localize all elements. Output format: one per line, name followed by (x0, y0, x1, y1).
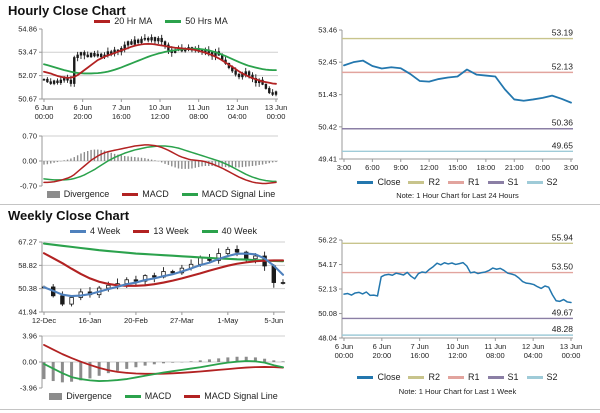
x-tick-label: 7 Jun (112, 103, 131, 112)
close-line (344, 263, 571, 303)
legend-item (202, 226, 257, 236)
legend-item (125, 391, 172, 401)
x-tick-label: 21:00 (504, 163, 524, 172)
y-tick-label: -3.96 (19, 383, 37, 393)
legend-item (133, 226, 188, 236)
legend-line-swatch (448, 376, 464, 379)
level-label-r1: 52.13 (551, 61, 573, 72)
divergence-bar (144, 158, 145, 161)
divergence-bar (107, 362, 110, 373)
candle-body (248, 72, 250, 75)
candle-body (127, 42, 129, 45)
close-line (344, 61, 571, 103)
y-tick-label: 48.04 (318, 333, 337, 343)
x-tick-label: 13 Jun (559, 342, 583, 351)
hourly-price-legend (42, 16, 280, 26)
divergence-bar (121, 155, 122, 161)
candle-body (87, 55, 89, 57)
divergence-bar (87, 151, 88, 161)
macd-signal-line (44, 146, 276, 181)
legend-line-swatch (133, 230, 149, 233)
legend-label: MACD (142, 189, 169, 199)
x-tick-label: 10 Jun (148, 103, 172, 112)
legend-item (47, 189, 110, 199)
candle-body (90, 53, 92, 56)
candle-body (164, 42, 166, 45)
legend-item (122, 189, 169, 199)
divergence-bar (188, 161, 189, 169)
level-label-r2: 55.94 (551, 232, 573, 243)
divergence-bar (208, 359, 211, 362)
divergence-bar (228, 161, 229, 167)
legend-item (49, 391, 112, 401)
divergence-bar (248, 161, 249, 166)
bottom-divider (0, 409, 600, 410)
divergence-bar (53, 161, 54, 163)
divergence-bar (151, 160, 152, 161)
y-tick-label: 0.70 (22, 131, 37, 141)
weekly-macd-legend (42, 391, 285, 401)
candle-body (158, 38, 160, 41)
divergence-bar (127, 156, 128, 161)
divergence-bar (47, 161, 48, 164)
x-tick-label: 3:00 (563, 163, 579, 172)
y-tick-label: 67.27 (18, 237, 37, 247)
candle-body (147, 38, 149, 40)
candle-body (171, 271, 175, 272)
divergence-bar (70, 159, 71, 162)
divergence-bar (131, 157, 132, 161)
weekly-sr-legend (342, 372, 573, 382)
x-tick-label: 6:00 (365, 163, 380, 172)
divergence-bar (263, 359, 266, 362)
legend-line-swatch (488, 181, 504, 184)
candle-body (70, 297, 74, 304)
legend-line-swatch (357, 376, 373, 379)
hourly-macd-legend (42, 189, 280, 199)
y-tick-label: 41.94 (18, 307, 37, 317)
divergence-bar (43, 161, 44, 165)
x-tick-label: 16:00 (410, 351, 430, 360)
candle-body (50, 82, 52, 84)
divergence-bar (148, 159, 149, 161)
divergence-bar (168, 161, 169, 165)
x-tick-label: 6 Jun (372, 342, 392, 351)
candle-body (144, 38, 146, 39)
y-tick-label: 0.00 (22, 357, 37, 367)
legend-label: MACD Signal Line (204, 391, 278, 401)
level-label-s1: 50.36 (551, 117, 573, 128)
legend-item (448, 372, 480, 382)
candle-body (124, 45, 126, 48)
candle-body (100, 54, 102, 57)
x-tick-label: 12 Jun (521, 342, 545, 351)
candle-body (137, 40, 139, 43)
candle-body (134, 280, 138, 281)
legend-item (527, 372, 558, 382)
legend-label: S1 (507, 372, 519, 382)
legend-label: Close (377, 372, 401, 382)
x-tick-label: 18:00 (476, 163, 496, 172)
x-tick-label: 00:00 (334, 351, 354, 360)
y-tick-label: 49.41 (318, 154, 337, 164)
y-tick-label: 50.38 (18, 284, 37, 294)
legend-label: R2 (428, 372, 440, 382)
candle-body (272, 266, 276, 283)
legend-label: S1 (507, 177, 519, 187)
y-tick-label: 54.17 (318, 260, 337, 270)
level-label-s2: 49.65 (551, 140, 573, 151)
divergence-bar (134, 362, 137, 367)
divergence-bar (164, 161, 165, 164)
x-tick-label: 11 Jun (187, 103, 210, 112)
divergence-bar (100, 150, 101, 161)
x-tick-label: 04:00 (227, 112, 247, 121)
divergence-bar (238, 161, 239, 167)
divergence-bar (178, 161, 179, 169)
legend-line-swatch (408, 181, 424, 184)
divergence-bar (174, 161, 175, 167)
legend-label: Divergence (66, 391, 112, 401)
candle-body (154, 38, 156, 41)
legend-item (184, 391, 278, 401)
candle-body (73, 58, 75, 84)
divergence-bar (154, 160, 155, 161)
divergence-bar (116, 362, 119, 371)
candle-body (97, 54, 99, 56)
level-label-s2: 48.28 (551, 324, 573, 335)
divergence-bar (252, 161, 253, 166)
x-tick-label: 16-Jan (78, 316, 102, 325)
candle-body (61, 296, 65, 304)
legend-line-swatch (408, 376, 424, 379)
legend-item (94, 16, 152, 26)
x-tick-label: 6 Jun (334, 342, 354, 351)
divergence-bar (258, 161, 259, 165)
y-tick-label: -0.70 (19, 181, 37, 191)
candle-body (226, 249, 230, 253)
divergence-bar (137, 157, 138, 161)
divergence-bar (195, 161, 196, 168)
divergence-bar (162, 362, 165, 363)
y-tick-label: 52.13 (318, 284, 337, 294)
x-tick-label: 12:00 (448, 351, 467, 360)
candle-body (198, 258, 202, 265)
divergence-bar (63, 160, 64, 161)
legend-label: 40 Week (221, 226, 258, 236)
divergence-bar (245, 161, 246, 167)
legend-line-swatch (527, 376, 543, 379)
candle-body (53, 81, 55, 84)
legend-line-swatch (357, 181, 373, 184)
divergence-bar (272, 161, 273, 162)
divergence-bar (171, 362, 174, 363)
x-tick-label: 00:00 (266, 112, 286, 121)
candle-body (107, 285, 111, 288)
candle-body (151, 38, 153, 41)
level-label-r2: 53.19 (551, 27, 573, 38)
divergence-bar (269, 161, 270, 163)
divergence-bar (217, 358, 220, 362)
y-tick-label: 52.07 (18, 71, 37, 81)
legend-label: R2 (428, 177, 440, 187)
divergence-bar (282, 361, 285, 362)
divergence-bar (84, 152, 85, 161)
legend-item (488, 177, 519, 187)
legend-line-swatch (202, 230, 218, 233)
x-tick-label: 11 Jun (484, 342, 507, 351)
candle-body (268, 88, 270, 92)
legend-item (357, 372, 400, 382)
x-tick-label: 0:00 (535, 163, 550, 172)
x-tick-label: 12-Dec (31, 316, 57, 325)
legend-item (70, 226, 120, 236)
level-label-r1: 53.50 (551, 261, 573, 272)
x-tick-label: 12 Jun (226, 103, 249, 112)
x-tick-label: 12:00 (150, 112, 170, 121)
candle-body (141, 39, 143, 42)
legend-item (448, 177, 480, 187)
divergence-bar (185, 161, 186, 169)
divergence-bar (171, 161, 172, 166)
divergence-bar (181, 161, 182, 169)
legend-item (408, 177, 440, 187)
divergence-bar (262, 161, 263, 165)
candle-body (43, 79, 45, 80)
divergence-bar (74, 157, 75, 161)
legend-line-swatch (125, 395, 141, 398)
candle-body (70, 80, 72, 83)
y-tick-label: 50.08 (318, 309, 337, 319)
y-tick-label: 58.82 (18, 260, 37, 270)
divergence-bar (272, 360, 275, 362)
candle-body (153, 276, 157, 277)
legend-line-swatch (182, 193, 198, 196)
y-tick-label: 50.67 (18, 94, 37, 104)
section-divider (0, 204, 600, 205)
divergence-bar (141, 158, 142, 161)
divergence-bar (275, 161, 276, 162)
divergence-bar (52, 362, 55, 381)
legend-label: MACD (144, 391, 172, 401)
legend-bar-swatch (49, 393, 62, 400)
legend-line-swatch (527, 181, 543, 184)
divergence-bar (144, 362, 147, 366)
y-tick-label: 3.96 (22, 331, 37, 341)
x-tick-label: 5-Jun (264, 316, 284, 325)
x-tick-label: 08:00 (189, 112, 209, 121)
divergence-bar (242, 161, 243, 167)
divergence-bar (199, 360, 202, 362)
candle-body (131, 42, 133, 45)
x-tick-label: 1-May (217, 316, 239, 325)
candle-body (272, 93, 274, 95)
x-tick-label: 13 Jun (264, 103, 288, 112)
x-tick-label: 00:00 (34, 112, 54, 121)
divergence-bar (226, 357, 229, 362)
divergence-bar (125, 362, 128, 369)
x-tick-label: 10 Jun (446, 342, 469, 351)
y-tick-label: 56.22 (318, 235, 337, 245)
candle-body (235, 71, 237, 74)
x-tick-label: 20:00 (73, 112, 93, 121)
legend-line-swatch (165, 20, 181, 23)
weekly-price-legend (42, 226, 285, 236)
x-tick-label: 6 Jun (34, 103, 54, 112)
legend-line-swatch (70, 230, 86, 233)
x-tick-label: 9:00 (393, 163, 409, 172)
divergence-bar (191, 161, 192, 169)
candle-body (235, 249, 239, 252)
divergence-bar (124, 156, 125, 161)
legend-line-swatch (488, 376, 504, 379)
divergence-bar (80, 154, 81, 162)
hourly-sr-legend (342, 177, 573, 187)
candle-body (47, 79, 49, 82)
divergence-bar (67, 160, 68, 161)
divergence-bar (255, 161, 256, 166)
legend-label: 13 Week (153, 226, 189, 236)
candle-body (238, 74, 240, 77)
x-tick-label: 08:00 (485, 351, 505, 360)
x-tick-label: 04:00 (523, 351, 543, 360)
divergence-bar (50, 161, 51, 164)
candle-body (265, 84, 267, 88)
x-tick-label: 15:00 (448, 163, 467, 172)
hourly-sr-note: Note: 1 Hour Chart for Last 24 Hours (396, 191, 519, 200)
y-tick-label: 0.00 (22, 156, 37, 166)
hourly-section-title: Hourly Close Chart (8, 3, 126, 18)
divergence-bar (198, 161, 199, 167)
legend-label: 50 Hrs MA (185, 16, 228, 26)
candle-body (275, 92, 277, 95)
candle-body (94, 53, 96, 56)
candle-body (57, 81, 59, 83)
candle-body (84, 53, 86, 56)
x-tick-label: 3:00 (336, 163, 352, 172)
legend-label: S2 (546, 372, 558, 382)
legend-label: 20 Hr MA (114, 16, 153, 26)
x-tick-label: 6 Jun (73, 103, 92, 112)
divergence-bar (57, 161, 58, 162)
divergence-bar (190, 361, 193, 362)
legend-label: Divergence (63, 189, 110, 199)
x-tick-label: 20:00 (372, 351, 392, 360)
y-tick-label: 51.43 (318, 90, 337, 100)
legend-line-swatch (94, 20, 110, 23)
x-tick-label: 27-Mar (170, 316, 194, 325)
candle-body (80, 53, 82, 56)
candle-body (60, 80, 62, 83)
legend-item (182, 189, 276, 199)
divergence-bar (134, 157, 135, 161)
divergence-bar (235, 161, 236, 167)
legend-label: MACD Signal Line (201, 189, 276, 199)
candle-body (77, 55, 79, 58)
x-tick-label: 00:00 (561, 351, 581, 360)
legend-label: S2 (546, 177, 558, 187)
divergence-bar (79, 362, 82, 380)
legend-item (488, 372, 519, 382)
y-tick-label: 54.86 (18, 24, 37, 34)
x-tick-label: 12:00 (419, 163, 439, 172)
divergence-bar (153, 362, 156, 364)
y-tick-label: 53.47 (18, 47, 37, 57)
candle-body (254, 256, 258, 259)
candle-body (161, 38, 163, 41)
divergence-bar (77, 155, 78, 161)
legend-label: Close (377, 177, 401, 187)
weekly-sr-note: Note: 1 Hour Chart for Last 1 Week (398, 387, 517, 396)
x-tick-label: 16:00 (111, 112, 131, 121)
divergence-bar (161, 161, 162, 162)
legend-label: 4 Week (89, 226, 121, 236)
y-tick-label: 52.45 (318, 57, 337, 67)
x-tick-label: 20-Feb (124, 316, 148, 325)
legend-line-swatch (122, 193, 138, 196)
legend-line-swatch (448, 181, 464, 184)
legend-item (408, 372, 440, 382)
divergence-bar (70, 362, 73, 382)
candle-body (281, 283, 285, 284)
y-tick-label: 50.42 (318, 122, 337, 132)
level-label-s1: 49.67 (551, 307, 573, 318)
weekly-section-title: Weekly Close Chart (8, 208, 130, 223)
divergence-bar (265, 161, 266, 164)
y-tick-label: 53.46 (318, 25, 337, 35)
legend-bar-swatch (47, 191, 60, 198)
divergence-bar (107, 152, 108, 161)
legend-label: R1 (467, 372, 480, 382)
legend-item (165, 16, 228, 26)
legend-item (527, 177, 558, 187)
candle-body (134, 40, 136, 44)
x-tick-label: 7 Jun (410, 342, 429, 351)
legend-item (357, 177, 400, 187)
legend-label: R1 (467, 177, 480, 187)
legend-line-swatch (184, 395, 200, 398)
